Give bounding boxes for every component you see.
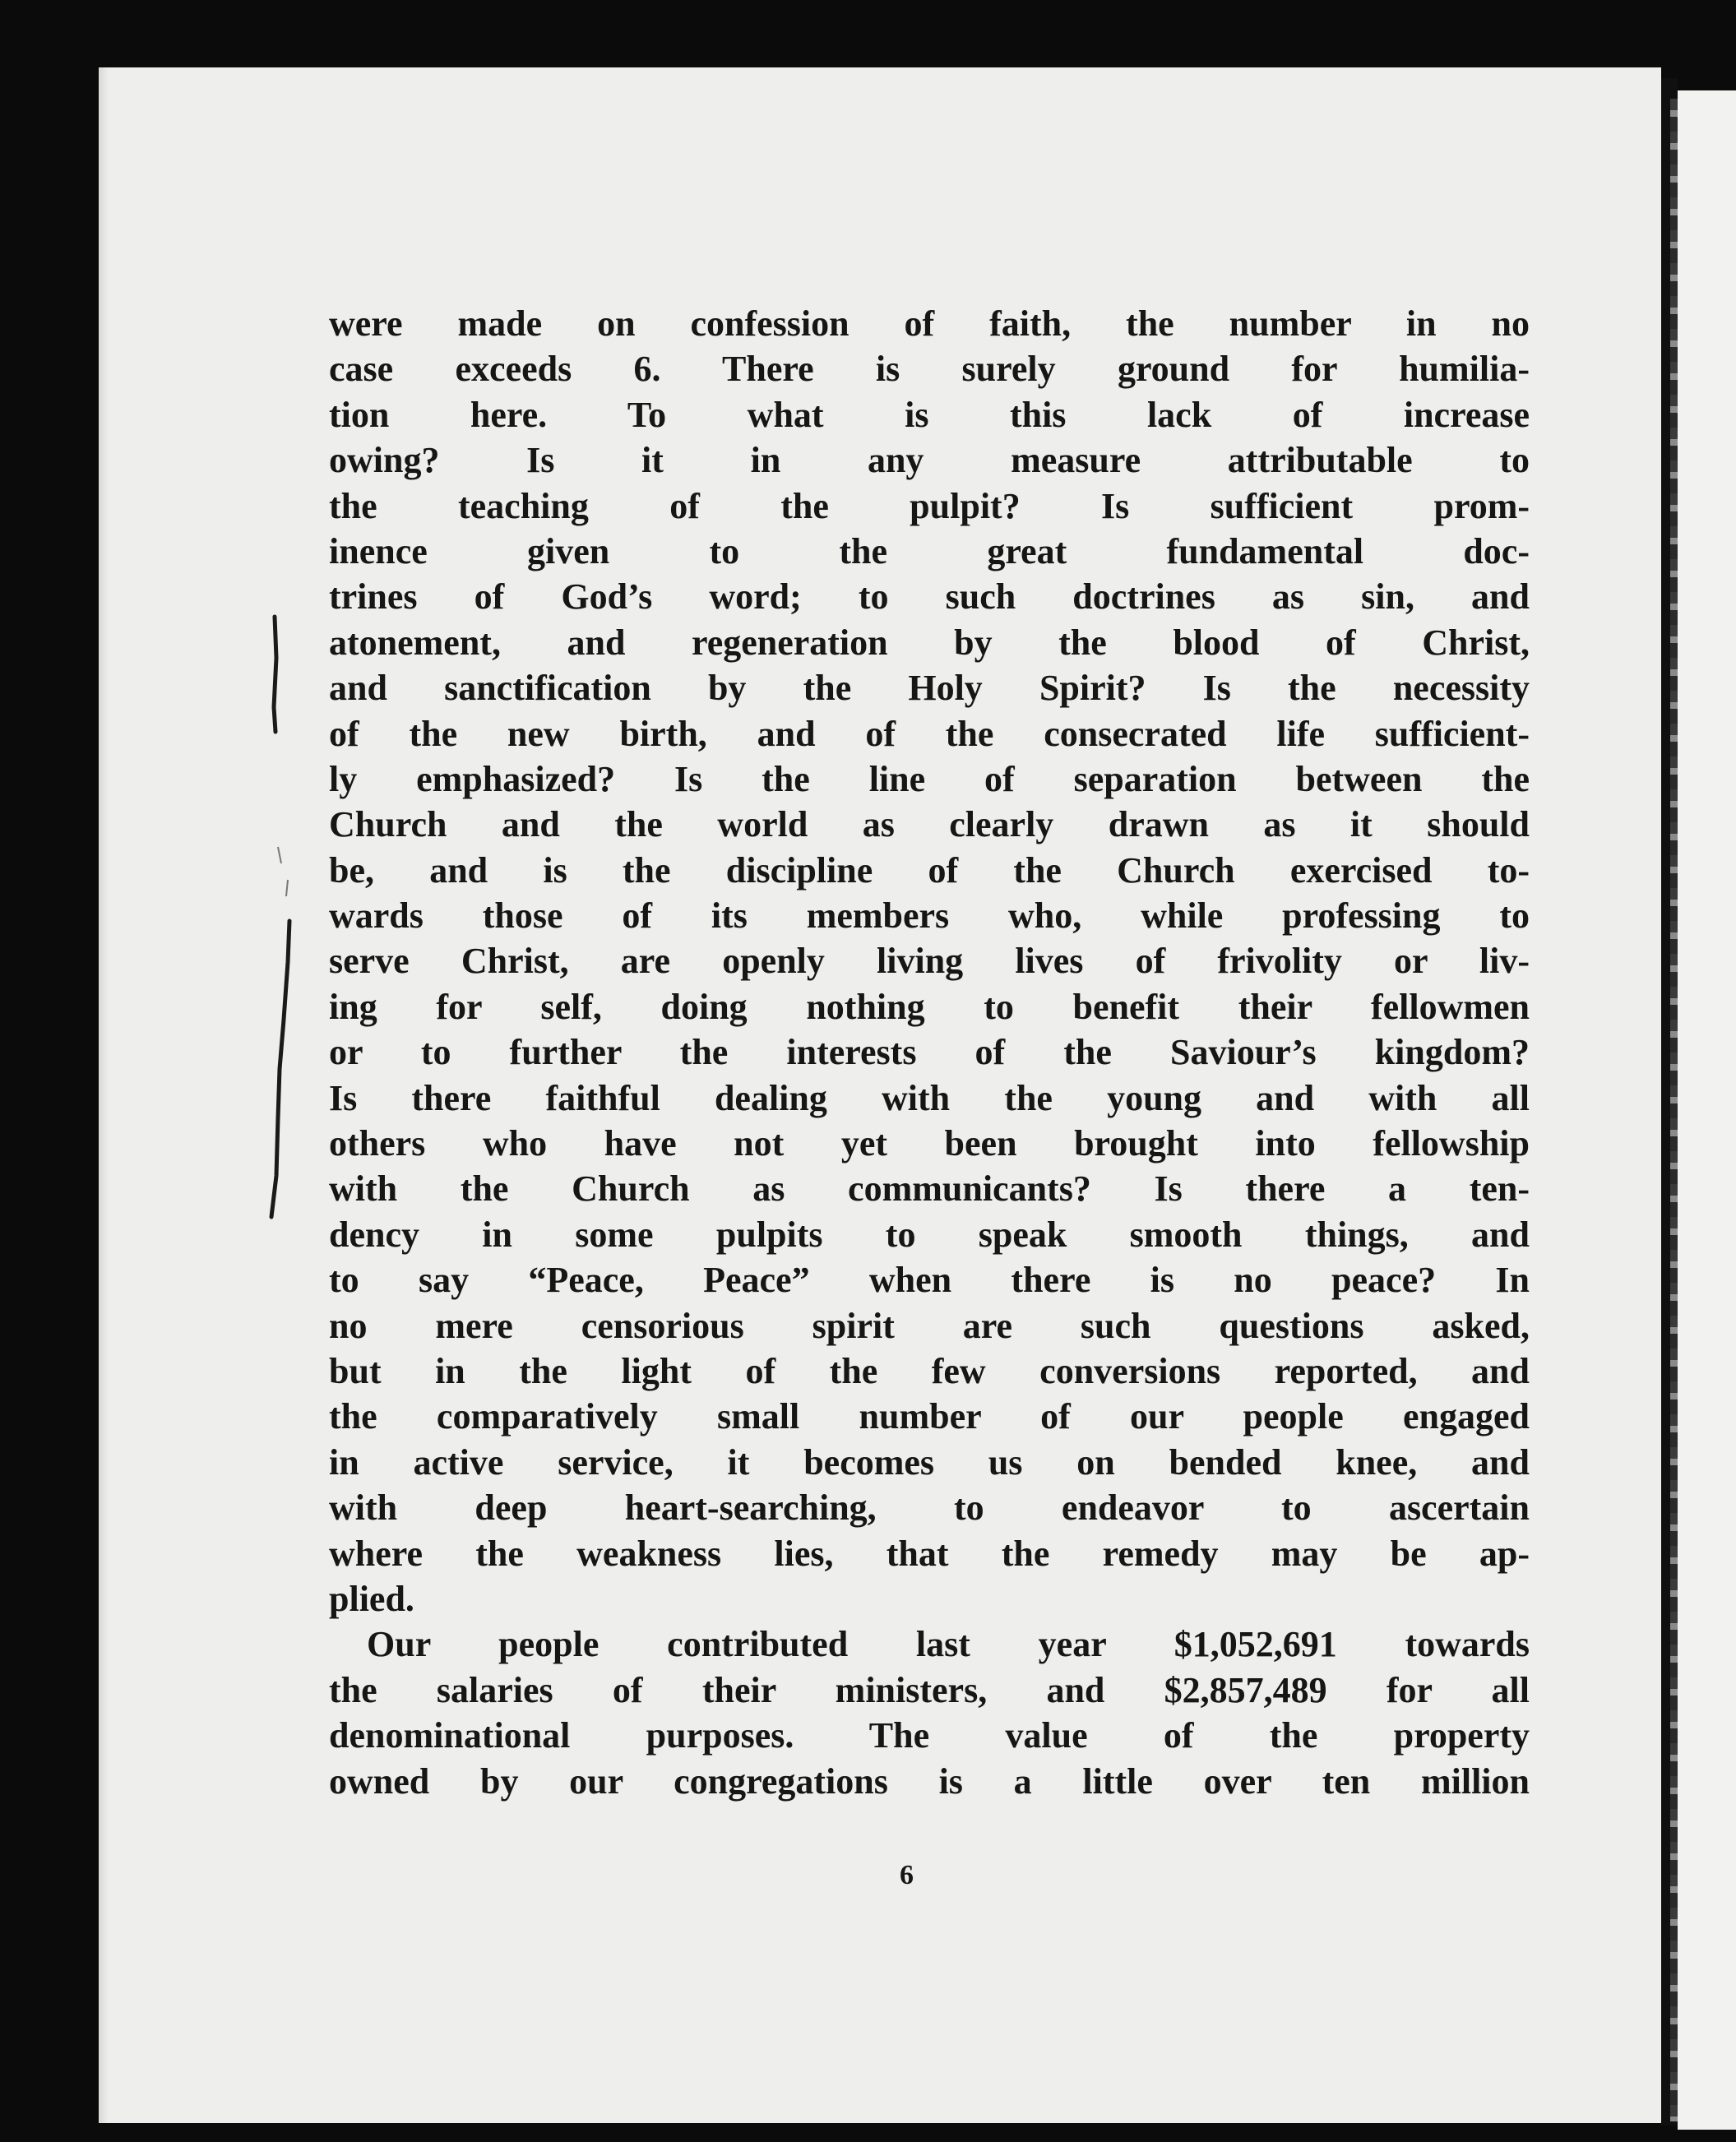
- text-line: and sanctification by the Holy Spirit? Is the necessity: [329, 668, 1530, 709]
- text-line: to say “Peace, Peace” when there is no peace? In: [329, 1260, 1530, 1301]
- text-line: serve Christ, are openly living lives of frivolity or liv-: [329, 941, 1530, 982]
- text-line: the teaching of the pulpit? Is sufficient prom-: [329, 485, 1530, 526]
- text-line: trines of God’s word; to such doctrines as sin, and: [329, 576, 1530, 618]
- text-line: no mere censorious spirit are such questions asked,: [329, 1305, 1530, 1346]
- text-line: dency in some pulpits to speak smooth things, and: [329, 1214, 1530, 1255]
- text-line: inence given to the great fundamental doc-: [329, 530, 1530, 571]
- margin-pencil-mark: [247, 608, 321, 1233]
- adjacent-page: [1678, 90, 1736, 2130]
- text-line: were made on confession of faith, the number in no: [329, 303, 1530, 344]
- text-line: the comparatively small number of our people engaged: [329, 1396, 1530, 1437]
- text-line: of the new birth, and of the consecrated life sufficient-: [329, 713, 1530, 754]
- text-line: or to further the interests of the Saviour’s kingdom?: [329, 1032, 1530, 1073]
- text-line: the salaries of their ministers, and $2,857,489 for all: [329, 1669, 1530, 1710]
- text-line: where the weakness lies, that the remedy may be ap-: [329, 1533, 1530, 1574]
- text-line: others who have not yet been brought into fellowship: [329, 1123, 1530, 1164]
- text-line: Our people contributed last year $1,052,691 towards: [367, 1624, 1530, 1665]
- next-page-edge: [1670, 99, 1678, 2121]
- text-line: plied.: [329, 1578, 414, 1619]
- text-line: wards those of its members who, while professing to: [329, 895, 1530, 937]
- text-line: ing for self, doing nothing to benefit their fellowmen: [329, 986, 1530, 1027]
- text-line: with the Church as communicants? Is there a ten-: [329, 1168, 1530, 1210]
- body-text: [329, 301, 1530, 1804]
- text-line: denominational purposes. The value of the property: [329, 1715, 1530, 1756]
- text-line: case exceeds 6. There is surely ground for humilia-: [329, 349, 1530, 390]
- page-number: 6: [900, 1860, 914, 1890]
- text-line: be, and is the discipline of the Church exercised to-: [329, 849, 1530, 891]
- text-line: Is there faithful dealing with the young and with all: [329, 1077, 1530, 1118]
- text-line: owned by our congregations is a little over ten million: [329, 1760, 1530, 1802]
- text-line: with deep heart-searching, to endeavor to ascertain: [329, 1487, 1530, 1529]
- text-line: owing? Is it in any measure attributable to: [329, 440, 1530, 481]
- text-line: ly emphasized? Is the line of separation between the: [329, 758, 1530, 799]
- text-line: but in the light of the few conversions reported, and: [329, 1350, 1530, 1391]
- page-left-shadow: [99, 67, 109, 2123]
- text-line: tion here. To what is this lack of increase: [329, 394, 1530, 435]
- text-line: in active service, it becomes us on bended knee, and: [329, 1441, 1530, 1483]
- text-line: atonement, and regeneration by the blood of Christ,: [329, 622, 1530, 663]
- text-line: Church and the world as clearly drawn as it should: [329, 804, 1530, 845]
